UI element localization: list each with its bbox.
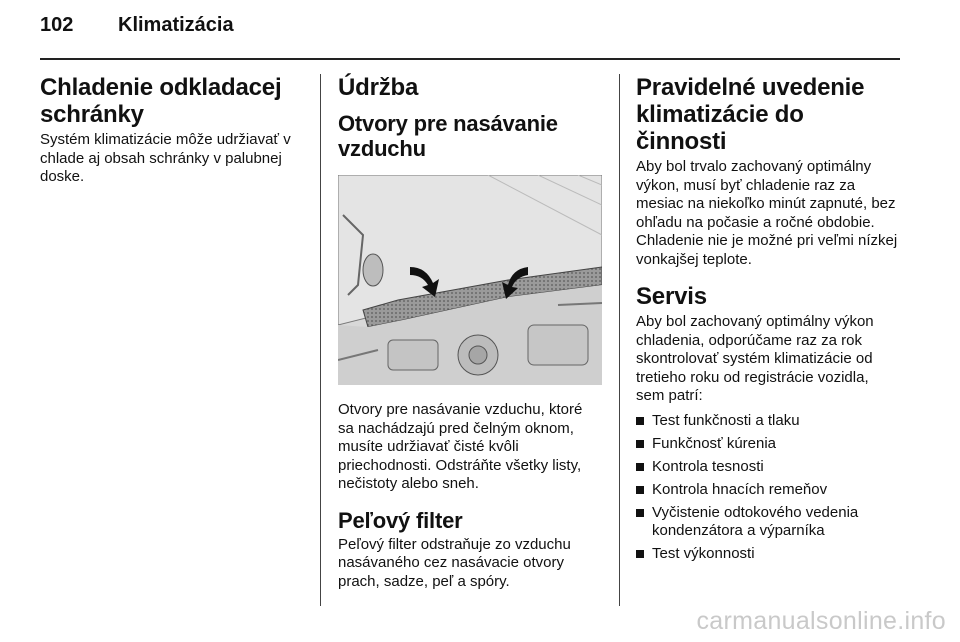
section-text: Systém klimatizácie môže udržiavať v chlade aj obsah schránky v palubnej doske. [40, 131, 291, 185]
air-intake-figure [338, 175, 602, 385]
column-right [636, 74, 898, 568]
list-item: Kontrola tesnosti [636, 458, 898, 477]
section-text: Peľový filter odstraňuje zo vzduchu nasávaného cez nasávacie otvory prach, sadze, peľ a spóry. [338, 535, 571, 590]
subsection-heading: Peľový filter [338, 507, 463, 533]
chapter-title: Klimatizácia [118, 14, 234, 36]
section-heading: Chladenie odkladacej schránky [40, 74, 282, 128]
list-item: Kontrola hnacích remeňov [636, 481, 898, 500]
page-header [40, 14, 900, 50]
column-divider [619, 74, 620, 606]
section-heading: Pravidelné uvedenie klimatizácie do činnosti [636, 74, 865, 155]
square-bullet-icon [636, 550, 644, 558]
list-item: Funkčnosť kúrenia [636, 435, 898, 454]
square-bullet-icon [636, 463, 644, 471]
square-bullet-icon [636, 509, 644, 517]
section-text: Aby bol zachovaný optimálny výkon chladenia, odporúčame raz za rok skontrolovať systém klimatizácie od tretieho roku od registrácie vozidla, sem patrí: [636, 313, 874, 404]
figure-caption: Otvory pre nasávanie vzduchu, ktoré sa nachádzajú pred čelným oknom, musíte udržiavať čisté kvôli priechodnosti. Odstráňte všetky listy, nečistoty alebo sneh. [338, 401, 583, 492]
square-bullet-icon [636, 417, 644, 425]
list-item: Test výkonnosti [636, 545, 898, 564]
column-left [40, 74, 308, 187]
windshield-air-intake-illustration [338, 175, 602, 385]
square-bullet-icon [636, 440, 644, 448]
section-text: Aby bol trvalo zachovaný optimálny výkon, musí byť chladenie raz za mesiac na niekoľko minút zapnuté, bez ohľadu na počasie a ročné obdobie. Chladenie nie je možné pri veľmi nízkej vonkajšej teplote. [636, 158, 898, 268]
section-heading: Údržba [338, 74, 419, 101]
list-item: Vyčistenie odtokového vedenia kondenzátora a výparníka [636, 504, 898, 541]
subsection-heading: Otvory pre nasávanie vzduchu [338, 111, 558, 161]
service-checklist [636, 412, 898, 564]
column-middle [338, 74, 602, 591]
watermark: carmanualsonline.info [696, 607, 946, 635]
header-divider [40, 58, 900, 60]
section-heading: Servis [636, 283, 707, 310]
column-divider [320, 74, 321, 606]
page-number: 102 [40, 14, 74, 36]
square-bullet-icon [636, 486, 644, 494]
list-item: Test funkčnosti a tlaku [636, 412, 898, 431]
